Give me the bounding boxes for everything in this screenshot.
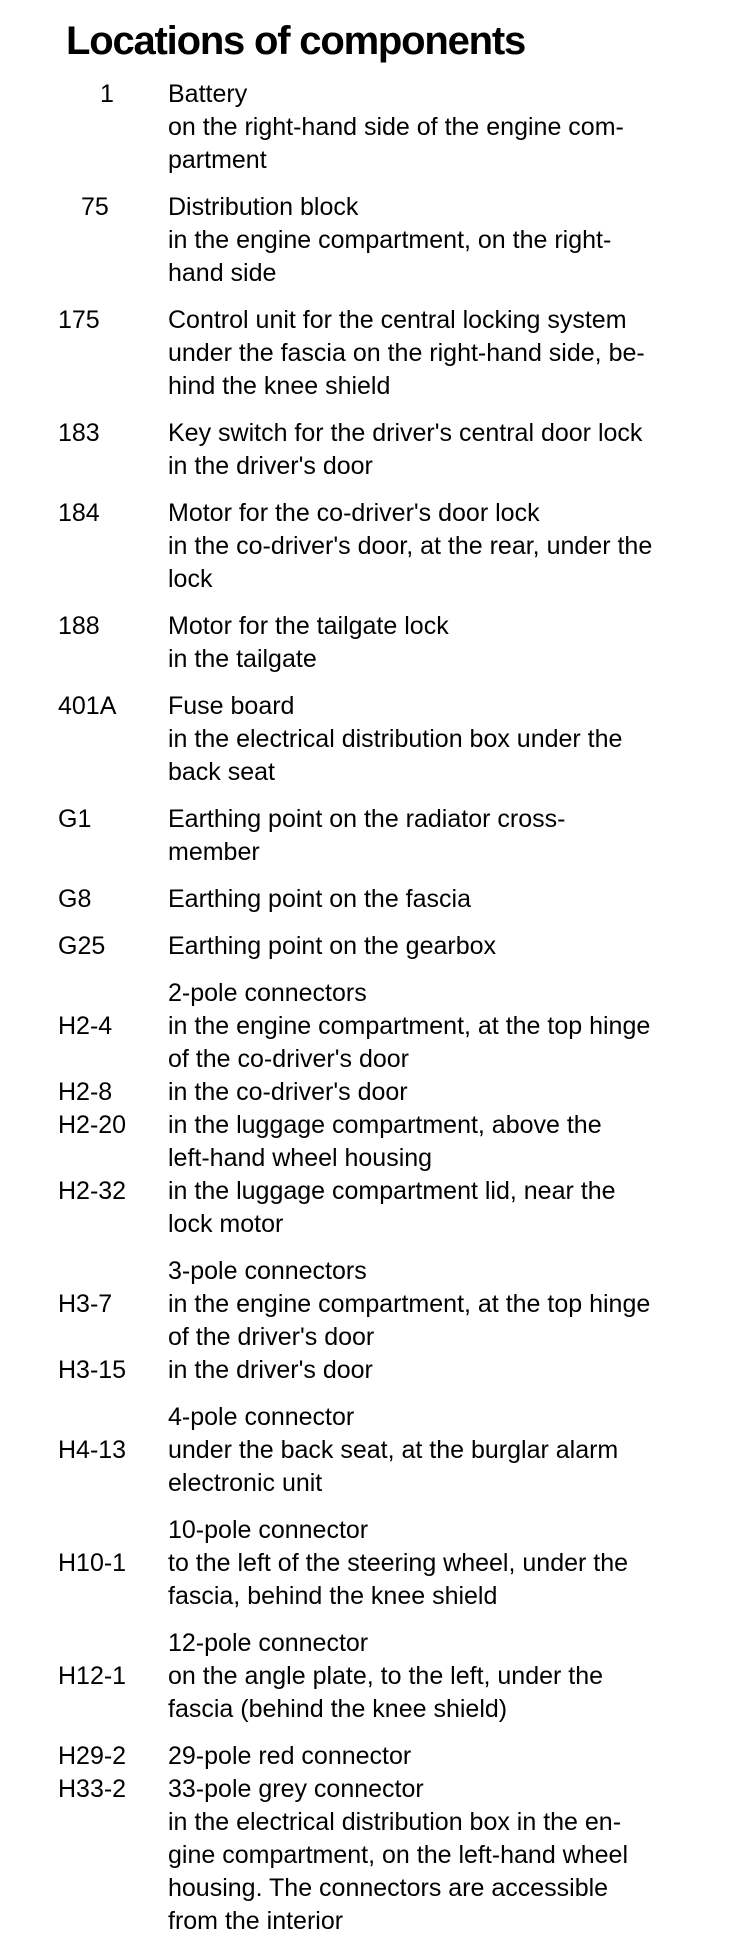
description-line: Battery [168, 80, 248, 108]
connector-description [168, 1773, 708, 1938]
description-line: hand side [168, 259, 277, 287]
description-line: of the driver's door [168, 1323, 375, 1351]
connector-description [168, 1547, 708, 1613]
component-code: 184 [58, 499, 100, 527]
description-line: fascia (behind the knee shield) [168, 1695, 508, 1723]
connector-code: H3-7 [58, 1290, 113, 1318]
component-code: 175 [58, 306, 100, 334]
description-line: Earthing point on the gearbox [168, 932, 497, 960]
component-description [168, 930, 708, 963]
connector-entry [58, 1354, 708, 1387]
component-entry [58, 803, 708, 869]
description-line: 33-pole grey connector [168, 1775, 424, 1803]
description-line: in the engine compartment, at the top hinge [168, 1012, 651, 1040]
connector-code: H2-4 [58, 1012, 113, 1040]
component-entry [58, 191, 708, 290]
description-line: member [168, 838, 260, 866]
description-line: Earthing point on the fascia [168, 885, 471, 913]
description-line: 29-pole red connector [168, 1742, 412, 1770]
connector-entry [58, 1740, 708, 1773]
component-description [168, 497, 708, 596]
component-code: 188 [58, 612, 100, 640]
component-description [168, 883, 708, 916]
description-line: in the luggage compartment lid, near the [168, 1177, 616, 1205]
page-title: Locations of components [66, 19, 526, 63]
component-list [58, 78, 708, 1952]
description-line: in the luggage compartment, above the [168, 1111, 602, 1139]
component-entry [58, 883, 708, 916]
description-line: under the back seat, at the burglar alarm [168, 1436, 619, 1464]
description-line: lock motor [168, 1210, 284, 1238]
description-line: Key switch for the driver's central door lock [168, 419, 643, 447]
connector-group [58, 977, 708, 1241]
description-line: Distribution block [168, 193, 359, 221]
component-description [168, 610, 708, 676]
connector-entry [58, 1434, 708, 1500]
connector-group-title: 2-pole connectors [168, 979, 367, 1007]
component-entry [58, 610, 708, 676]
component-description [168, 78, 708, 177]
description-line: partment [168, 146, 267, 174]
component-description [168, 690, 708, 789]
connector-description [168, 1175, 708, 1241]
connector-entry [58, 1109, 708, 1175]
component-code: 401A [58, 692, 117, 720]
description-line: Motor for the co-driver's door lock [168, 499, 540, 527]
description-line: in the co-driver's door, at the rear, under the [168, 532, 653, 560]
component-code: 183 [58, 419, 100, 447]
connector-description [168, 1434, 708, 1500]
connector-entry [58, 1175, 708, 1241]
description-line: back seat [168, 758, 276, 786]
connector-code: H10-1 [58, 1549, 127, 1577]
connector-code: H12-1 [58, 1662, 127, 1690]
connector-entry [58, 1547, 708, 1613]
connector-code: H2-32 [58, 1177, 127, 1205]
description-line: housing. The connectors are accessible [168, 1874, 609, 1902]
connector-group [58, 1401, 708, 1500]
connector-group [58, 1740, 708, 1938]
description-line: in the engine compartment, at the top hinge [168, 1290, 651, 1318]
connector-entry [58, 1076, 708, 1109]
component-entry [58, 417, 708, 483]
description-line: on the right-hand side of the engine com- [168, 113, 624, 141]
description-line: lock [168, 565, 213, 593]
connector-entry [58, 1010, 708, 1076]
connector-group-title: 12-pole connector [168, 1629, 369, 1657]
description-line: of the co-driver's door [168, 1045, 409, 1073]
component-code: G8 [58, 885, 92, 913]
component-code: 75 [81, 193, 109, 221]
description-line: fascia, behind the knee shield [168, 1582, 498, 1610]
connector-description [168, 1660, 708, 1726]
component-description [168, 803, 708, 869]
connector-entry [58, 1660, 708, 1726]
description-line: under the fascia on the right-hand side, be- [168, 339, 645, 367]
connector-group-title: 3-pole connectors [168, 1257, 367, 1285]
description-line: Earthing point on the radiator cross- [168, 805, 566, 833]
component-entry [58, 78, 708, 177]
connector-code: H4-13 [58, 1436, 127, 1464]
connector-code: H2-8 [58, 1078, 113, 1106]
description-line: in the driver's door [168, 452, 373, 480]
connector-description [168, 1109, 708, 1175]
description-line: from the interior [168, 1907, 344, 1935]
description-line: Motor for the tailgate lock [168, 612, 449, 640]
description-line: in the electrical distribution box under the [168, 725, 623, 753]
connector-code: H3-15 [58, 1356, 127, 1384]
connector-group [58, 1255, 708, 1387]
description-line: in the tailgate [168, 645, 317, 673]
component-entry [58, 930, 708, 963]
description-line: in the electrical distribution box in the en- [168, 1808, 622, 1836]
description-line: electronic unit [168, 1469, 323, 1497]
connector-description [168, 1288, 708, 1354]
connector-group-title: 4-pole connector [168, 1403, 355, 1431]
connector-description [168, 1010, 708, 1076]
connector-code: H29-2 [58, 1742, 127, 1770]
connector-description [168, 1740, 708, 1773]
component-description [168, 191, 708, 290]
component-description [168, 304, 708, 403]
description-line: in the co-driver's door [168, 1078, 408, 1106]
description-line: in the engine compartment, on the right- [168, 226, 612, 254]
connector-code: H2-20 [58, 1111, 127, 1139]
component-entry [58, 304, 708, 403]
description-line: Control unit for the central locking system [168, 306, 627, 334]
connector-description [168, 1354, 708, 1387]
connector-code: H33-2 [58, 1775, 127, 1803]
description-line: in the driver's door [168, 1356, 373, 1384]
component-entry [58, 690, 708, 789]
description-line: left-hand wheel housing [168, 1144, 433, 1172]
connector-group [58, 1514, 708, 1613]
description-line: hind the knee shield [168, 372, 391, 400]
connector-group-title: 10-pole connector [168, 1516, 369, 1544]
connector-description [168, 1076, 708, 1109]
description-line: Fuse board [168, 692, 295, 720]
connector-entry [58, 1773, 708, 1938]
component-code: 1 [100, 80, 114, 108]
description-line: to the left of the steering wheel, under the [168, 1549, 629, 1577]
connector-entry [58, 1288, 708, 1354]
description-line: gine compartment, on the left-hand wheel [168, 1841, 628, 1869]
connector-group [58, 1627, 708, 1726]
component-description [168, 417, 708, 483]
component-code: G25 [58, 932, 106, 960]
component-entry [58, 497, 708, 596]
description-line: on the angle plate, to the left, under the [168, 1662, 604, 1690]
component-code: G1 [58, 805, 92, 833]
